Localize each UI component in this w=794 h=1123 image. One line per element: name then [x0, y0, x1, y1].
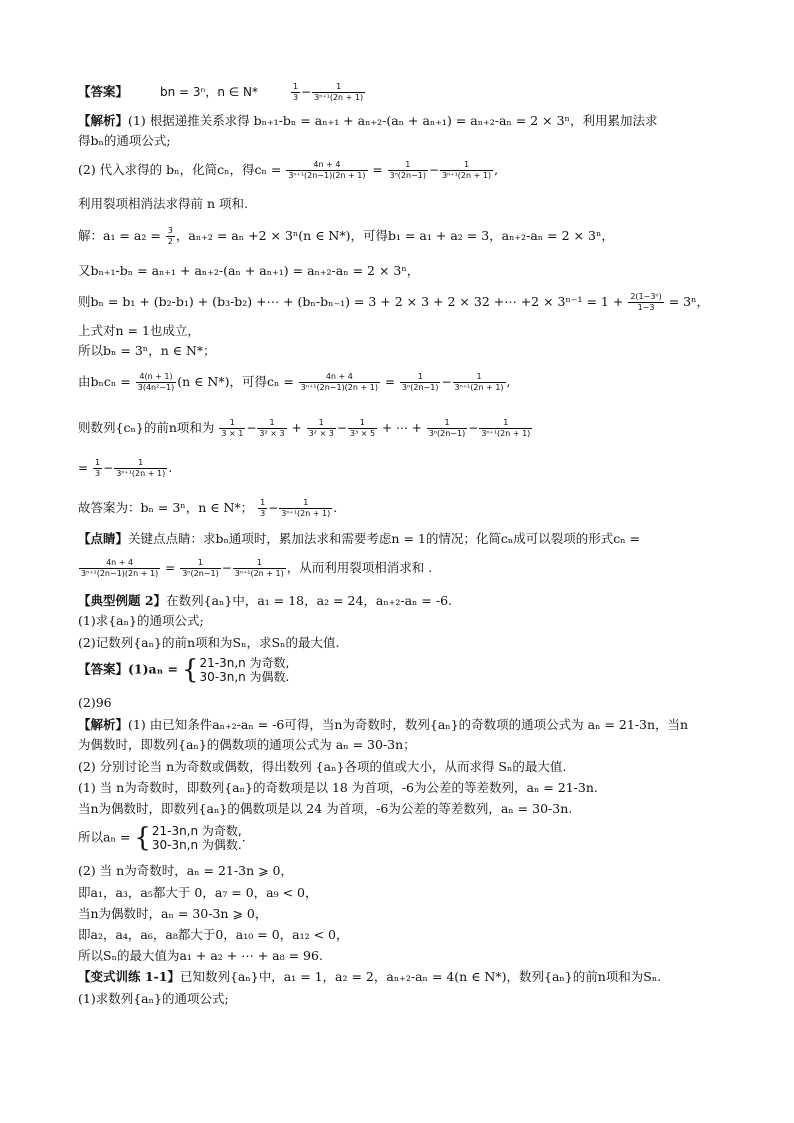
- analysis2-line4: (1) 当 n为奇数时，即数列{aₙ}的奇数项是以 18 为首项，-6为公差的等差数列，aₙ = 21-3n.: [78, 780, 598, 795]
- comment-line1: 【点睛】关键点点睛：求bₙ通项时，累加法求和需要考虑n = 1的情况；化简cₙ成可以裂项的形式cₙ =: [78, 531, 641, 546]
- example2-answer: 【答案】(1)aₙ = { 21-3n,n 为奇数, 30-3n,n 为偶数.: [78, 655, 290, 685]
- solution-line6: 由bₙcₙ = $\frac{4(n + 1)}{\text{3(4n²−1)}}$ (n ∈ N*)，可得cₙ = $\frac{4n + 4}{\text{3ⁿ⁺¹(2n−1)(2n + 1)}}$ = $\frac{1}{\text{3ⁿ(2n−1)}}$ − $\frac{1}{\text{3ⁿ⁺¹(2n + 1)}}$ ,: [78, 372, 511, 392]
- solution-line4: 上式对n = 1也成立，: [78, 323, 200, 338]
- solution-line9: 故答案为：bₙ = 3ⁿ，n ∈ N*； $\frac{1}{3}$ − $\frac{1}{\text{3ⁿ⁺¹(2n + 1)}}$ .: [78, 498, 338, 518]
- example2-answer2: (2)96: [78, 695, 112, 710]
- answer-tag: 【答案】: [78, 84, 129, 99]
- analysis2-line11: 所以Sₙ的最大值为a₁ + a₂ + ⋯ + a₈ = 96.: [78, 948, 323, 963]
- variant-line2: (1)求数列{aₙ}的通项公式;: [78, 991, 229, 1006]
- answer-fraction-2: $\frac{1}{\text{3ⁿ⁺¹(2n + 1)}}$: [314, 82, 364, 102]
- example2-line2: (1)求{aₙ}的通项公式;: [78, 613, 204, 628]
- answer-fraction-1: $\frac{1}{3}$: [292, 82, 299, 102]
- analysis2-line3: (2) 分别讨论当 n为奇数或偶数，得出数列 {aₙ}各项的值或大小，从而求得 Sₙ的最大值.: [78, 759, 567, 774]
- analysis2-line10: 即a₂，a₄，a₆，a₈都大于0，a₁₀ = 0，a₁₂ < 0，: [78, 927, 349, 942]
- analysis2-line9: 当n为偶数时，aₙ = 30-3n ⩾ 0，: [78, 906, 268, 921]
- solution-line8: = $\frac{1}{3}$ − $\frac{1}{\text{3ⁿ⁺¹(2n + 1)}}$ .: [78, 458, 173, 478]
- analysis1-line4: 利用裂项相消法求得前 n 项和.: [78, 196, 248, 211]
- analysis2-line5: 当n为偶数时，即数列{aₙ}的偶数项是以 24 为首项，-6为公差的等差数列，aₙ = 30-3n.: [78, 801, 573, 816]
- solution-line1: 解：a₁ = a₂ = $\frac{3}{2}$ ，aₙ₊₂ = aₙ +2 × 3ⁿ(n ∈ N*)，可得b₁ = a₁ + a₂ = 3，aₙ₊₂-aₙ = 2 × 3ⁿ，: [78, 226, 614, 246]
- left-brace: {: [134, 823, 151, 853]
- solution-line3: 则bₙ = b₁ + (b₂-b₁) + (b₃-b₂) +⋯ + (bₙ-bₙ₋₁) = 3 + 2 × 3 + 2 × 32 +⋯ +2 × 3ⁿ⁻¹ = 1 + $\frac{\text{2(1−3ⁿ)}}{1-3}$ = 3ⁿ，: [78, 292, 710, 312]
- comment-line2: $\frac{4n + 4}{\text{3ⁿ⁺¹(2n−1)(2n + 1)}}$ = $\frac{1}{\text{3ⁿ(2n−1)}}$ − $\frac{1}{\text{3ⁿ⁺¹(2n + 1)}}$ ，从而利用裂项相消求和 .: [81, 558, 433, 578]
- analysis2-line2: 为偶数时，即数列{aₙ}的偶数项的通项公式为 aₙ = 30-3n；: [78, 737, 416, 752]
- example2-line1: 【典型例题 2】在数列{aₙ}中，a₁ = 18，a₂ = 24，aₙ₊₂-aₙ = -6.: [78, 593, 453, 608]
- solution-line2: 又bₙ₊₁-bₙ = aₙ₊₁ + aₙ₊₂-(aₙ + aₙ₊₁) = aₙ₊₂-aₙ = 2 × 3ⁿ，: [78, 263, 420, 278]
- solution-line7: 则数列{cₙ}的前n项和为 $\frac{1}{3 \times 1}$ − $\frac{1}{\text{3² × 3}}$ + $\frac{1}{\text{3² × 3}}$ − $\frac{1}{\text{3³ × 5}}$ + ⋯ + $\frac{1}{\text{3ⁿ(2n−1)}}$ − $\frac{1}{\text{3ⁿ⁺¹(2n + 1)}}$: [78, 418, 531, 438]
- analysis1-line2: 得bₙ的通项公式;: [78, 133, 171, 148]
- analysis2-line6: 所以aₙ = { 21-3n,n 为奇数, 30-3n,n 为偶数. .: [78, 823, 246, 853]
- example2-line3: (2)记数列{aₙ}的前n项和为Sₙ，求Sₙ的最大值.: [78, 635, 340, 650]
- analysis2-line1: 【解析】(1) 由已知条件aₙ₊₂-aₙ = -6可得，当n为奇数时，数列{aₙ}的奇数项的通项公式为 aₙ = 21-3n，当n: [78, 717, 689, 732]
- analysis1-line1: 【解析】(1) 根据递推关系求得 bₙ₊₁-bₙ = aₙ₊₁ + aₙ₊₂-(aₙ + aₙ₊₁) = aₙ₊₂-aₙ = 2 × 3ⁿ，利用累加法求: [78, 113, 658, 128]
- left-brace: {: [181, 655, 199, 685]
- answer-line: 【答案】 bn = 3ⁿ，n ∈ N* $\frac{1}{3}$ − $\frac{1}{\text{3ⁿ⁺¹(2n + 1)}}$: [78, 82, 364, 102]
- analysis2-line8: 即a₁，a₃，a₅都大于 0，a₇ = 0，a₉ < 0，: [78, 885, 318, 900]
- solution-line5: 所以bₙ = 3ⁿ，n ∈ N*；: [78, 343, 216, 358]
- variant-line1: 【变式训练 1-1】已知数列{aₙ}中，a₁ = 1，a₂ = 2，aₙ₊₂-aₙ = 4(n ∈ N*)，数列{aₙ}的前n项和为Sₙ.: [78, 969, 662, 984]
- analysis1-line3: (2) 代入求得的 bₙ，化简cₙ，得cₙ = $\frac{4n + 4}{\text{3ⁿ⁺¹(2n−1)(2n + 1)}}$ = $\frac{1}{\text{3ⁿ(2n−1)}}$ − $\frac{1}{\text{3ⁿ⁺¹(2n + 1)}}$ ,: [78, 160, 499, 180]
- answer-bn: bn = 3ⁿ，n ∈ N*: [160, 85, 258, 99]
- analysis2-line7: (2) 当 n为奇数时，aₙ = 21-3n ⩾ 0，: [78, 863, 293, 878]
